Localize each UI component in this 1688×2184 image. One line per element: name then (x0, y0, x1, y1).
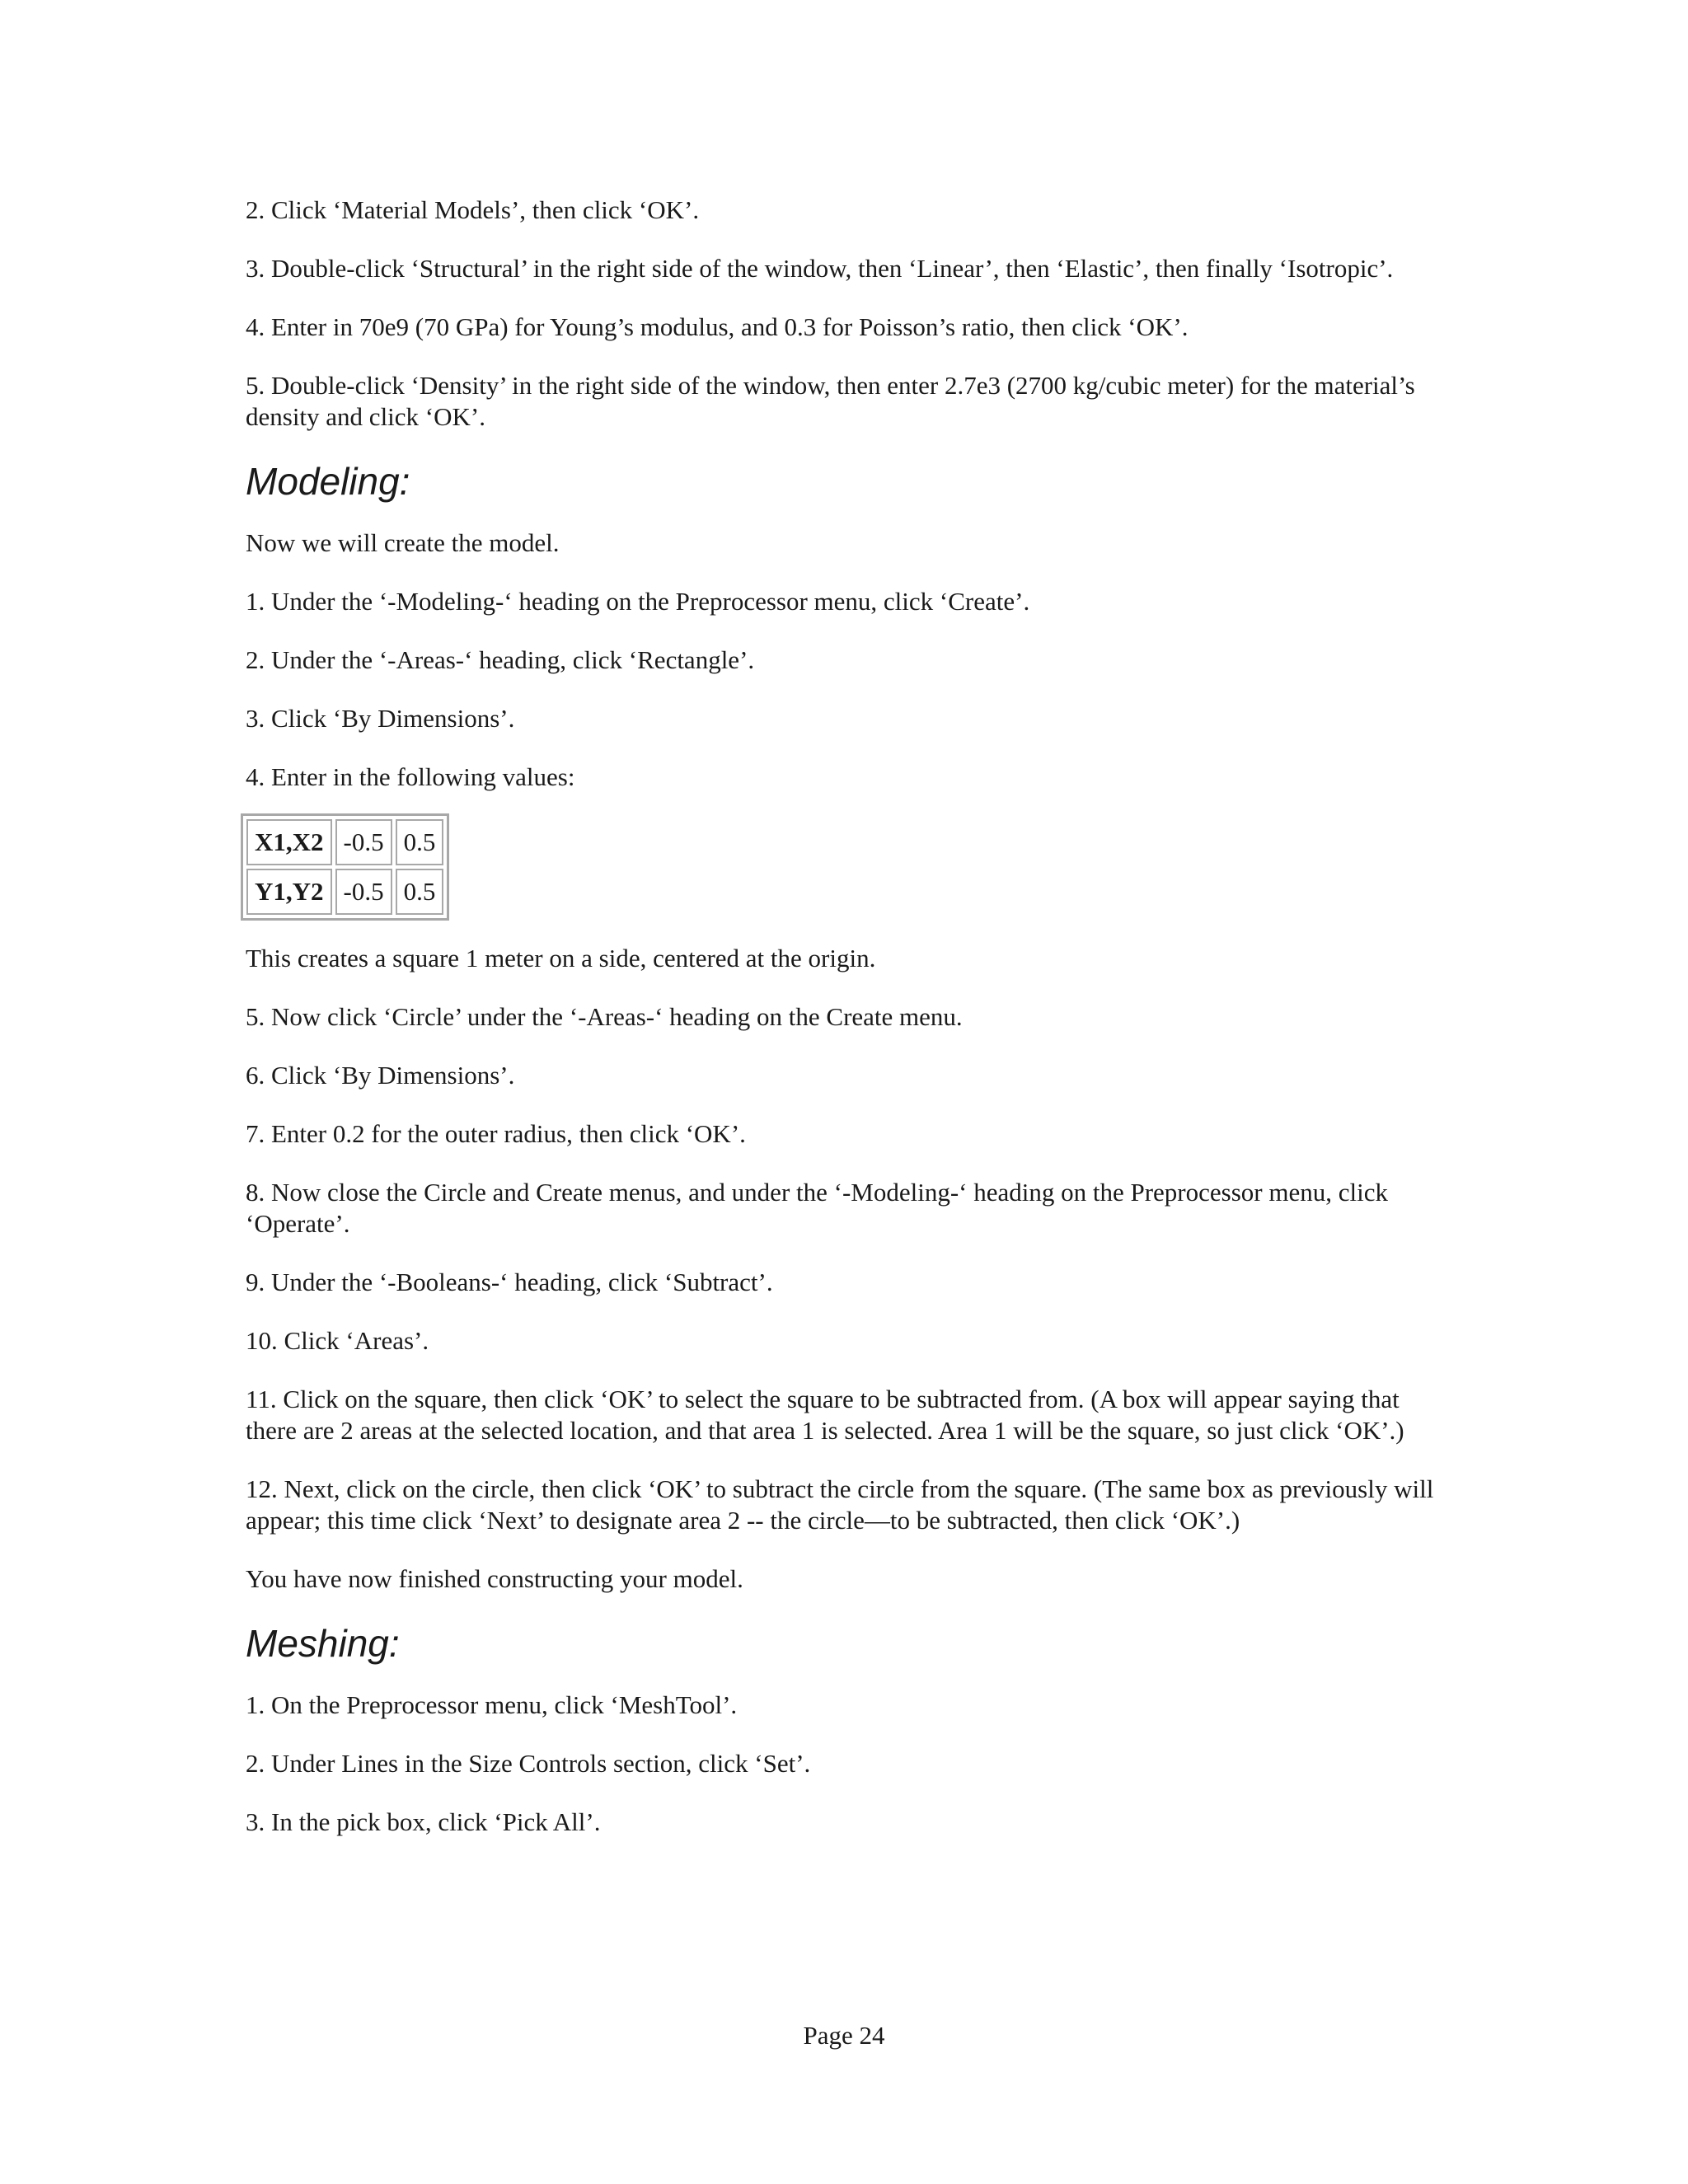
page-number: Page 24 (803, 2021, 885, 2050)
step-paragraph: 8. Now close the Circle and Create menus, and under the ‘-Modeling-‘ heading on the Preprocessor menu, click ‘Operate’. (246, 1178, 1388, 1238)
step-paragraph: 1. On the Preprocessor menu, click ‘MeshTool’. (246, 1690, 738, 1719)
table-cell: -0.5 (335, 869, 392, 915)
step-paragraph: 5. Double-click ‘Density’ in the right side of the window, then enter 2.7e3 (2700 kg/cubic meter) for the material’s density and click ‘OK’. (246, 371, 1415, 431)
step-paragraph: 2. Click ‘Material Models’, then click ‘OK’. (246, 195, 700, 224)
section-heading-meshing: Meshing: (246, 1622, 400, 1665)
dimensions-table (241, 813, 449, 921)
section-heading-modeling: Modeling: (246, 460, 410, 503)
section-closing: You have now finished constructing your model. (246, 1564, 743, 1593)
table-cell: -0.5 (335, 819, 392, 865)
step-paragraph: 4. Enter in 70e9 (70 GPa) for Young’s modulus, and 0.3 for Poisson’s ratio, then click ‘OK’. (246, 312, 1189, 341)
step-paragraph: 9. Under the ‘-Booleans-‘ heading, click ‘Subtract’. (246, 1268, 773, 1296)
step-paragraph: 7. Enter 0.2 for the outer radius, then click ‘OK’. (246, 1119, 746, 1148)
step-paragraph: 1. Under the ‘-Modeling-‘ heading on the Preprocessor menu, click ‘Create’. (246, 587, 1030, 616)
table-cell: 0.5 (396, 869, 444, 915)
step-paragraph: 11. Click on the square, then click ‘OK’ to select the square to be subtracted from. (A box will appear saying that there are 2 areas at the selected location, and that area 1 is selected. Area 1 will be the square, so just click ‘OK’.) (246, 1385, 1404, 1445)
step-paragraph: 3. Click ‘By Dimensions’. (246, 704, 515, 733)
section-intro: Now we will create the model. (246, 528, 560, 557)
step-paragraph: 6. Click ‘By Dimensions’. (246, 1061, 515, 1090)
step-paragraph: 3. In the pick box, click ‘Pick All’. (246, 1807, 601, 1836)
step-paragraph: 10. Click ‘Areas’. (246, 1326, 429, 1355)
step-paragraph: 5. Now click ‘Circle’ under the ‘-Areas-‘ heading on the Create menu. (246, 1002, 963, 1031)
page-body (246, 194, 1442, 1865)
table-cell: 0.5 (396, 819, 444, 865)
table-row-label: X1,X2 (246, 819, 332, 865)
table-row (246, 869, 443, 915)
step-paragraph: 2. Under Lines in the Size Controls section, click ‘Set’. (246, 1749, 811, 1778)
step-paragraph: 4. Enter in the following values: (246, 762, 575, 791)
table-note: This creates a square 1 meter on a side, centered at the origin. (246, 944, 876, 972)
step-paragraph: 2. Under the ‘-Areas-‘ heading, click ‘Rectangle’. (246, 645, 755, 674)
step-paragraph: 12. Next, click on the circle, then click ‘OK’ to subtract the circle from the square. (The same box as previously will appear; this time click ‘Next’ to designate area 2 -- the circle—to be subtracted, then click ‘OK’.) (246, 1474, 1434, 1535)
table-row (246, 819, 443, 865)
table-row-label: Y1,Y2 (246, 869, 332, 915)
step-paragraph: 3. Double-click ‘Structural’ in the right side of the window, then ‘Linear’, then ‘Elastic’, then finally ‘Isotropic’. (246, 254, 1394, 283)
